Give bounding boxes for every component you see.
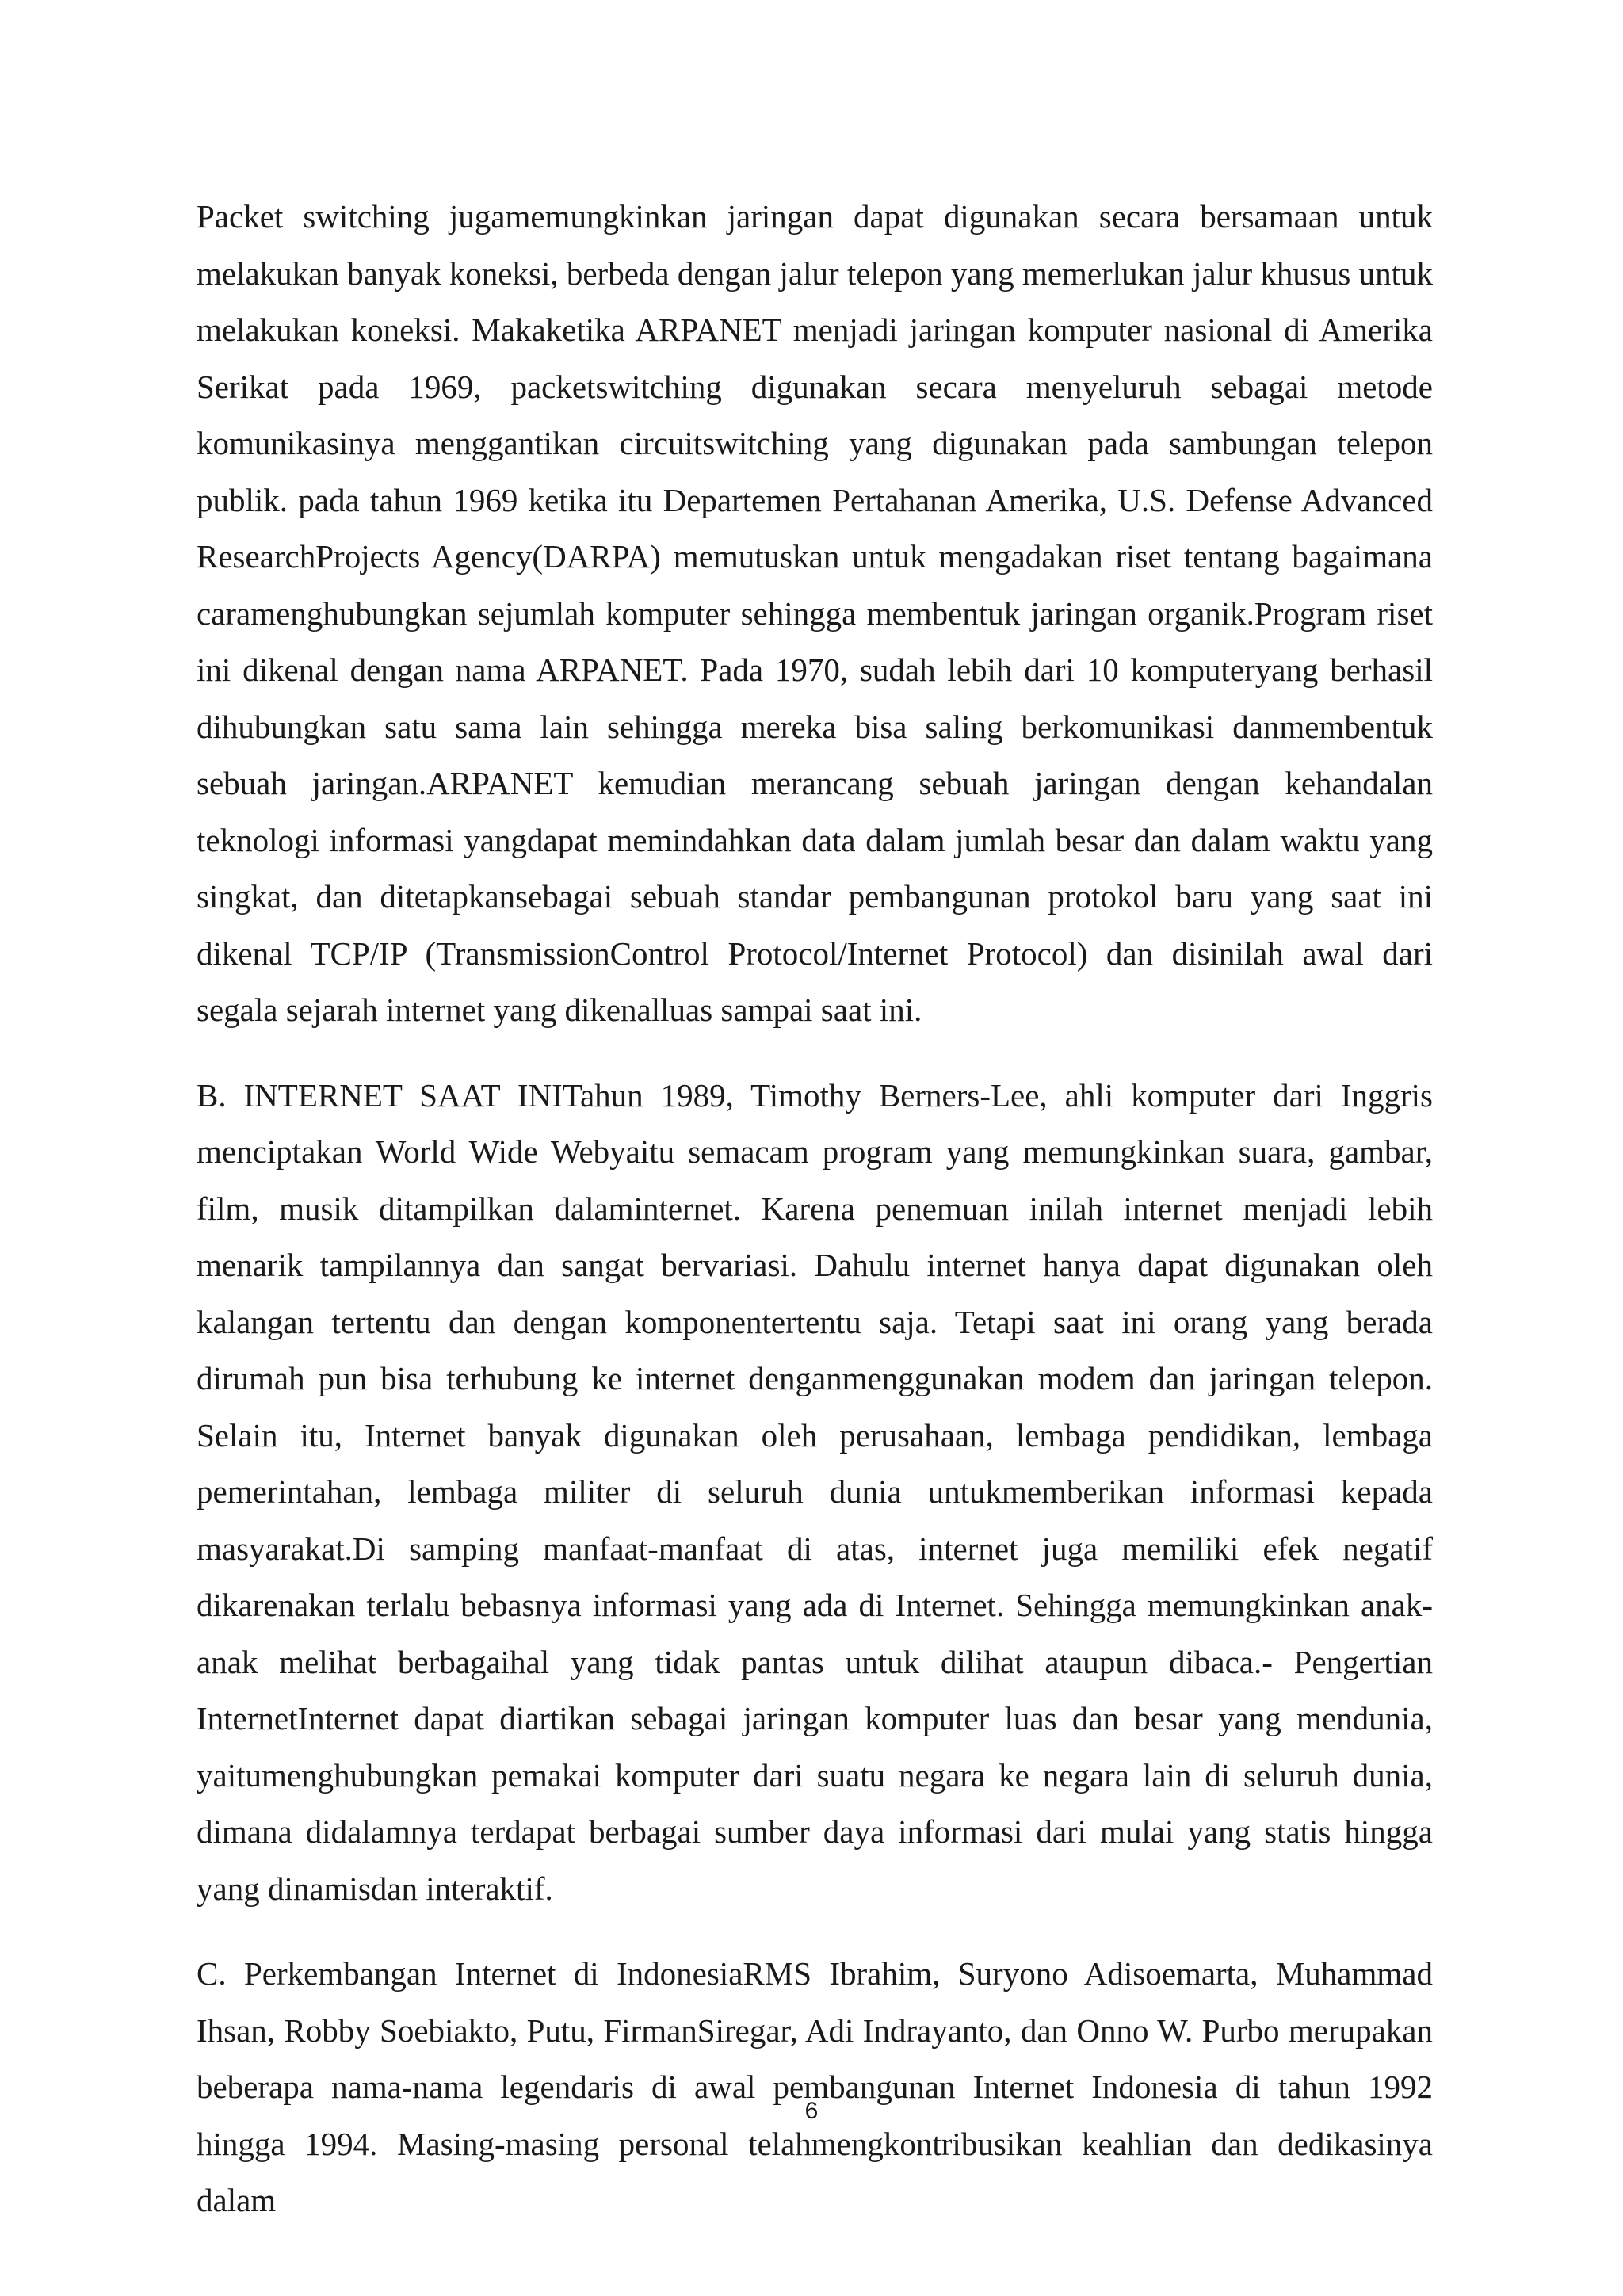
paragraph-perkembangan-internet-indonesia: C. Perkembangan Internet di IndonesiaRMS Ibrahim, Suryono Adisoemarta, Muhammad Ihsan, Robby Soebiakto, Putu, FirmanSiregar, Adi Indrayanto, dan Onno W. Purbo merupakan beberapa nama-nama legendaris di awal pembangunan Internet Indonesia di tahun 1992 hingga 1994. Masing-masing personal telahmengkontribusikan keahlian dan dedikasinya dalam <box>197 1955 1433 2218</box>
document-body <box>197 189 1433 2258</box>
page-number: 6 <box>804 2098 819 2124</box>
paragraph-packet-switching: Packet switching jugamemungkinkan jaringan dapat digunakan secara bersamaan untuk melakukan banyak koneksi, berbeda dengan jalur telepon yang memerlukan jalur khusus untuk melakukan koneksi. Makaketika ARPANET menjadi jaringan komputer nasional di Amerika Serikat pada 1969, packetswitching digunakan secara menyeluruh sebagai metode komunikasinya menggantikan circuitswitching yang digunakan pada sambungan telepon publik. pada tahun 1969 ketika itu Departemen Pertahanan Amerika, U.S. Defense Advanced ResearchProjects Agency(DARPA) memutuskan untuk mengadakan riset tentang bagaimana caramenghubungkan sejumlah komputer sehingga membentuk jaringan organik.Program riset ini dikenal dengan nama ARPANET. Pada 1970, sudah lebih dari 10 komputeryang berhasil dihubungkan satu sama lain sehingga mereka bisa saling berkomunikasi danmembentuk sebuah jaringan.ARPANET kemudian merancang sebuah jaringan dengan kehandalan teknologi informasi yangdapat memindahkan data dalam jumlah besar dan dalam waktu yang singkat, dan ditetapkansebagai sebuah standar pembangunan protokol baru yang saat ini dikenal TCP/IP (TransmissionControl Protocol/Internet Protocol) dan disinilah awal dari segala sejarah internet yang dikenalluas sampai saat ini. <box>197 198 1433 1028</box>
paragraph-internet-saat-ini: B. INTERNET SAAT INITahun 1989, Timothy Berners-Lee, ahli komputer dari Inggris menciptakan World Wide Webyaitu semacam program yang memungkinkan suara, gambar, film, musik ditampilkan dalaminternet. Karena penemuan inilah internet menjadi lebih menarik tampilannya dan sangat bervariasi. Dahulu internet hanya dapat digunakan oleh kalangan tertentu dan dengan komponentertentu saja. Tetapi saat ini orang yang berada dirumah pun bisa terhubung ke internet denganmenggunakan modem dan jaringan telepon. Selain itu, Internet banyak digunakan oleh perusahaan, lembaga pendidikan, lembaga pemerintahan, lembaga militer di seluruh dunia untukmemberikan informasi kepada masyarakat.Di samping manfaat-manfaat di atas, internet juga memiliki efek negatif dikarenakan terlalu bebasnya informasi yang ada di Internet. Sehingga memungkinkan anak-anak melihat berbagaihal yang tidak pantas untuk dilihat ataupun dibaca.- Pengertian InternetInternet dapat diartikan sebagai jaringan komputer luas dan besar yang mendunia, yaitumenghubungkan pemakai komputer dari suatu negara ke negara lain di seluruh dunia, dimana didalamnya terdapat berbagai sumber daya informasi dari mulai yang statis hingga yang dinamisdan interaktif. <box>197 1076 1433 1907</box>
